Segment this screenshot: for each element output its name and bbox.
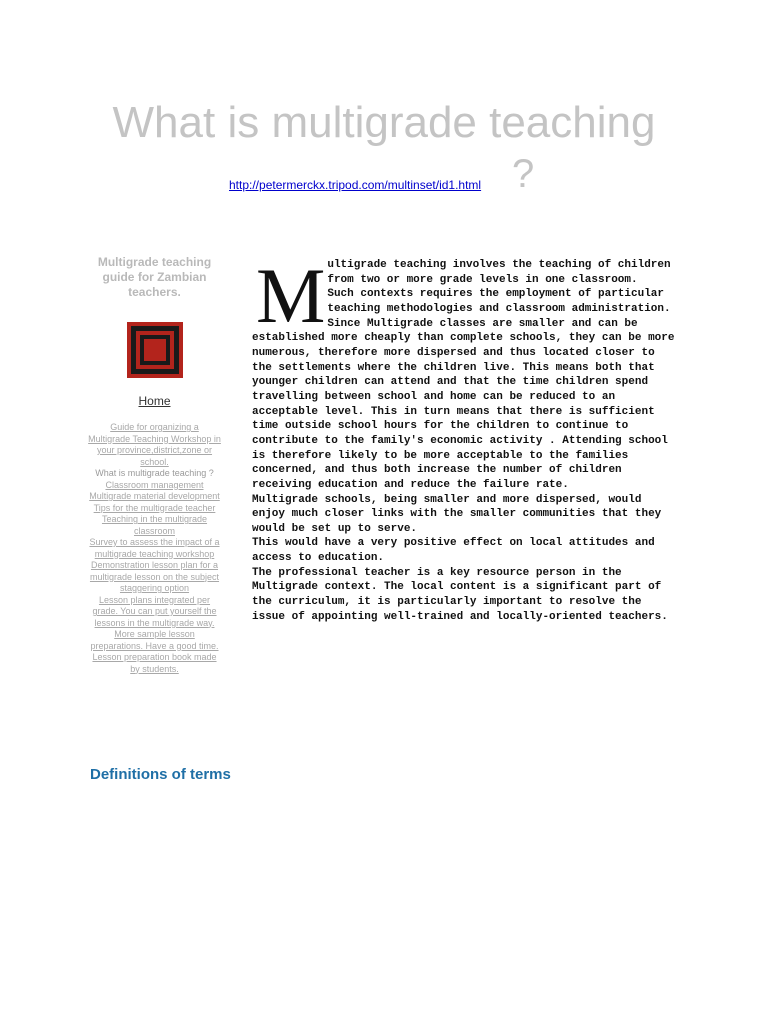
sidebar [88, 255, 221, 675]
paragraph-benefits: Since Multigrade classes are smaller and can be established more cheaply than complete schools, they can be more numerous, therefore more dispersed and thus located closer to the settlements where the children live. This means both that younger children can attend and that the time children spend travelling between school and home can be reduced to an acceptable level. This in turn means that there is sufficient time outside school hours for the children to continue to contribute to the family's economic activity . Attending school is therefore likely to be more acceptable to the families concerned, and thus both increase the number of children receiving education and reduce the failure rate. [252, 317, 675, 491]
nav-item-material-development[interactable]: Multigrade material development [89, 491, 220, 501]
page-title: What is multigrade teaching [112, 98, 656, 147]
paragraph-intro: ultigrade teaching involves the teaching of children from two or more grade levels in one classroom. [327, 259, 671, 286]
drop-cap: M [256, 252, 326, 339]
definitions-heading[interactable]: Definitions of terms [90, 766, 231, 783]
nav-item-workshop-guide[interactable]: Guide for organizing a Multigrade Teaching Workshop in your province,district,zone or school. [88, 422, 221, 467]
nav-item-demonstration-lesson[interactable]: Demonstration lesson plan for a multigrade lesson on the subject staggering option [89, 560, 220, 593]
source-url-link[interactable]: http://petermerckx.tripod.com/multinset/id1.html [229, 178, 482, 192]
paragraph-contexts: Such contexts requires the employment of particular teaching methodologies and classroom administration. [327, 288, 671, 315]
sidebar-nav [88, 422, 221, 675]
sidebar-title: Multigrade teaching guide for Zambian teachers. [97, 255, 212, 299]
paragraph-community: Multigrade schools, being smaller and more dispersed, would enjoy much closer links with the smaller communities that they would be set up to serve. [252, 493, 662, 535]
nav-item-lesson-plans[interactable]: Lesson plans integrated per grade. You can put yourself the lessons in the multigrade way. [92, 594, 217, 628]
nav-item-tips[interactable]: Tips for the multigrade teacher [93, 502, 216, 513]
nav-item-sample-lessons[interactable]: More sample lesson preparations. Have a good time. [90, 629, 219, 651]
nav-item-teaching-classroom[interactable]: Teaching in the multigrade classroom [101, 514, 208, 536]
nav-item-lesson-book[interactable]: Lesson preparation book made by students. [92, 652, 217, 674]
paragraph-teacher: The professional teacher is a key resource person in the Multigrade context. The local content is a significant part of the curriculum, it is particularly important to resolve the issue of appointing well-trained and locally-oriented teachers. [252, 566, 668, 623]
nav-item-what-is-multigrade[interactable]: What is multigrade teaching ? [95, 468, 214, 478]
nav-item-classroom-management[interactable]: Classroom management [105, 479, 204, 490]
paragraph-attitudes: This would have a very positive effect on local attitudes and access to education. [252, 537, 655, 565]
concentric-squares-logo [127, 322, 183, 378]
title-question-mark: ? [512, 152, 535, 196]
main-content [252, 252, 677, 624]
home-link[interactable]: Home [138, 394, 171, 408]
nav-item-survey[interactable]: Survey to assess the impact of a multigrade teaching workshop [89, 537, 220, 559]
